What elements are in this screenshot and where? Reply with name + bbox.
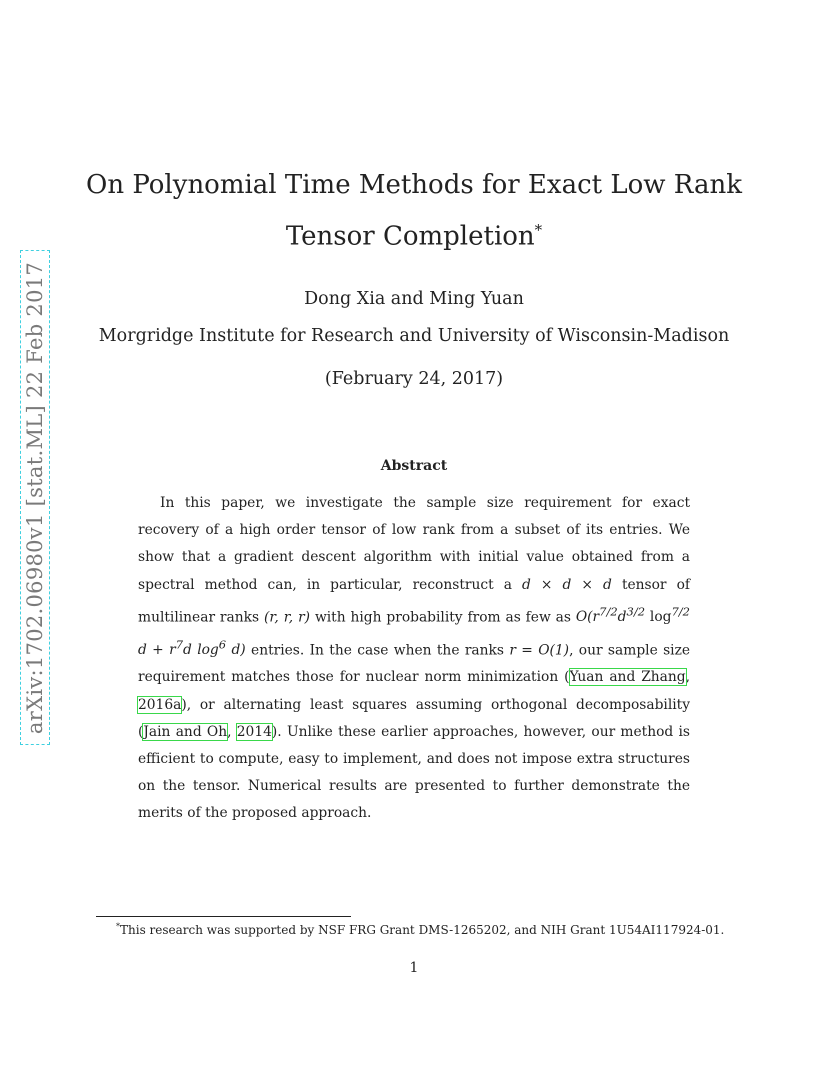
- math-exp: 7/2: [599, 604, 618, 619]
- paper-title-line-1: On Polynomial Time Methods for Exact Low Rank: [86, 170, 742, 200]
- authors: Dong Xia and Ming Yuan: [304, 289, 524, 309]
- footnote-mark: *: [116, 922, 120, 931]
- citation-separator: ,: [227, 723, 237, 740]
- paper-title-line-2-text: Tensor Completion: [285, 221, 535, 252]
- math-part: O(r: [575, 609, 600, 626]
- title-footnote-mark[interactable]: *: [534, 221, 543, 239]
- math-exp: 3/2: [626, 604, 646, 619]
- abstract-text: ). Unlike these earlier approaches, however, our method is efficient to compute, easy to implement, and does not impose extra structures on the tensor. Numerical results are presented to further demonstrate the merits of the proposed approach.: [138, 723, 691, 822]
- arxiv-stamp: [20, 250, 50, 745]
- citation-link-yuan-zhang[interactable]: Yuan and Zhang: [569, 669, 686, 686]
- abstract-heading: Abstract: [380, 458, 448, 474]
- abstract-text: with high probability from as few as: [310, 609, 576, 626]
- date: (February 24, 2017): [324, 369, 504, 389]
- footnote: [116, 922, 724, 937]
- abstract-text: In this paper, we investigate the sample size requirement for exact recovery of a high order tensor of low rank from a subset of its entries. We show that a gradient descent algorithm with initial value obtained from a spectral method can, in particular, reconstruct a: [138, 495, 690, 593]
- abstract-text: ), or alternating least squares assuming orthogonal decomposability (: [138, 696, 690, 740]
- math-exp: 7/2: [671, 604, 690, 619]
- math-exp: 6: [218, 637, 227, 652]
- citation-separator: ,: [685, 669, 690, 686]
- arxiv-stamp-text: arXiv:1702.06980v1 [stat.ML] 22 Feb 2017: [23, 261, 47, 734]
- math-part: log: [645, 609, 672, 626]
- footnote-text: This research was supported by NSF FRG Grant DMS-1265202, and NIH Grant 1U54AI117924-01.: [120, 923, 725, 937]
- affiliation: Morgridge Institute for Research and University of Wisconsin-Madison: [98, 326, 730, 346]
- citation-link-2014[interactable]: 2014: [236, 723, 272, 740]
- math-part: d): [226, 642, 246, 659]
- abstract-text: tensor of multilinear ranks: [138, 576, 690, 626]
- math-exp: 7: [175, 637, 184, 652]
- math-part: d + r: [138, 642, 176, 659]
- abstract-body: [138, 490, 690, 828]
- math-r-eq: r = O(1): [509, 642, 570, 659]
- citation-link-2016a[interactable]: 2016a: [138, 696, 182, 713]
- math-part: d log: [183, 642, 219, 659]
- math-part: d: [617, 609, 627, 626]
- abstract-text: , our sample size requirement matches those for nuclear norm minimization (: [138, 642, 691, 686]
- footnote-rule: [96, 916, 351, 917]
- math-ranks: (r, r, r): [263, 609, 311, 626]
- page-number: 1: [409, 960, 419, 976]
- abstract-text: entries. In the case when the ranks: [245, 642, 510, 659]
- math-dims: d × d × d: [521, 576, 612, 593]
- citation-link-jain-oh[interactable]: Jain and Oh: [143, 723, 228, 740]
- paper-title-line-2: [0, 221, 828, 252]
- abstract-paragraph: [138, 490, 690, 828]
